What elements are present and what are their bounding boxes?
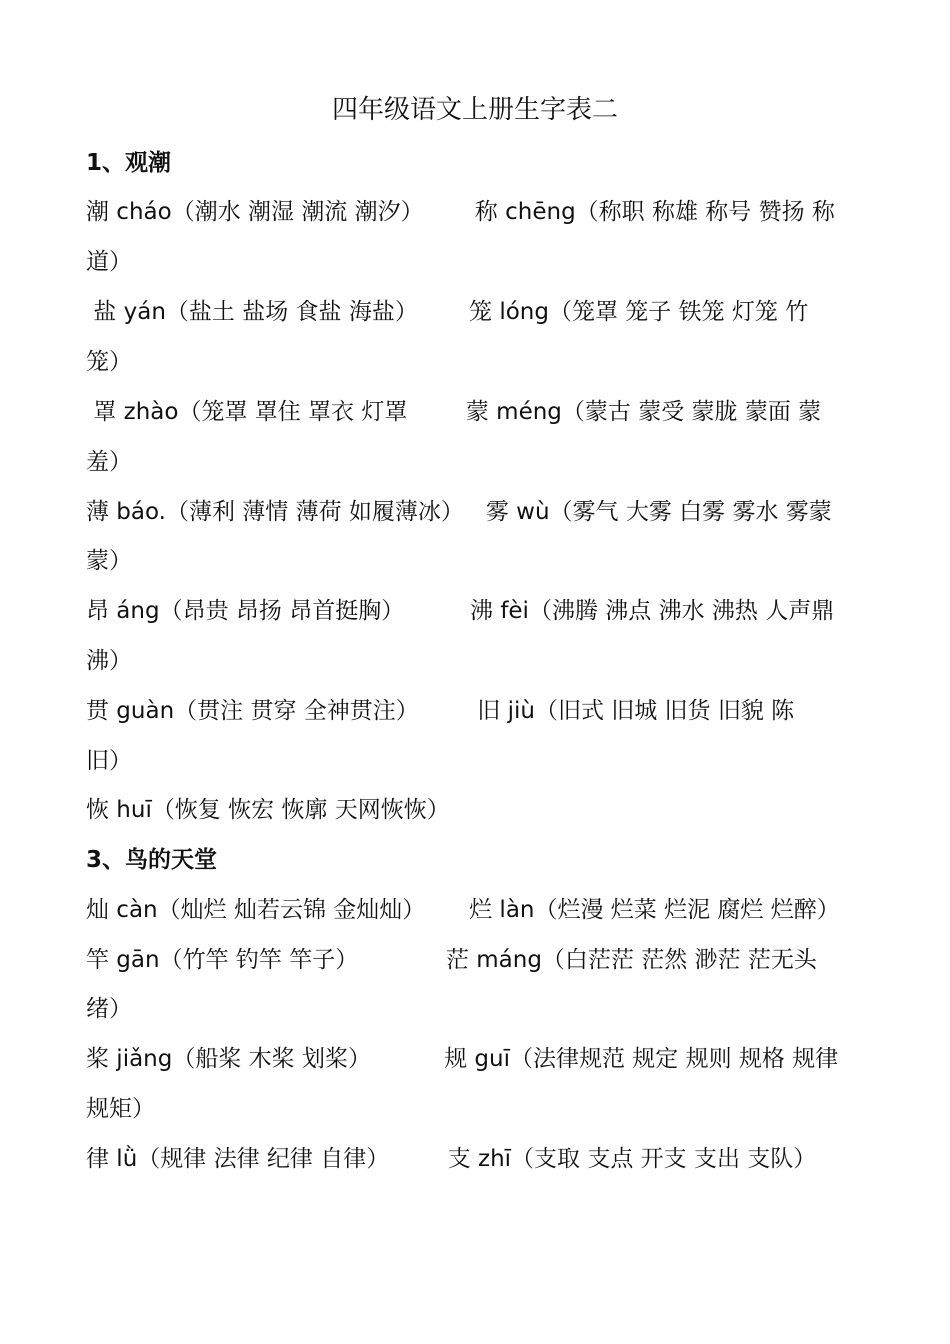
text-line: 潮 cháo（潮水 潮湿 潮流 潮汐） 称 chēng（称职 称雄 称号 赞扬 称	[86, 199, 835, 225]
text-line: 道）	[86, 249, 132, 275]
section-heading: 1、观潮	[86, 150, 172, 176]
page-title: 四年级语文上册生字表二	[331, 95, 618, 125]
text-line: 桨 jiǎng（船桨 木桨 划桨） 规 guī（法律规范 规定 规则 规格 规律	[86, 1046, 839, 1072]
text-line: 盐 yán（盐土 盐场 食盐 海盐） 笼 lóng（笼罩 笼子 铁笼 灯笼 竹	[86, 299, 809, 325]
text-line: 旧）	[86, 748, 132, 774]
text-line: 罩 zhào（笼罩 罩住 罩衣 灯罩 蒙 méng（蒙古 蒙受 蒙胧 蒙面 蒙	[86, 399, 822, 425]
text-line: 薄 báo.（薄利 薄情 薄荷 如履薄冰） 雾 wù（雾气 大雾 白雾 雾水 雾蒙	[86, 499, 832, 525]
text-line: 沸）	[86, 648, 132, 674]
text-line: 绪）	[86, 996, 132, 1022]
text-line: 羞）	[86, 449, 132, 475]
text-line: 竿 gān（竹竿 钓竿 竿子） 茫 máng（白茫茫 茫然 渺茫 茫无头	[86, 947, 817, 973]
section-heading: 3、鸟的天堂	[86, 847, 218, 873]
text-line: 贯 guàn（贯注 贯穿 全神贯注） 旧 jiù（旧式 旧城 旧货 旧貌 陈	[86, 698, 795, 724]
text-line: 笼）	[86, 349, 132, 375]
text-line: 灿 càn（灿烂 灿若云锦 金灿灿） 烂 làn（烂漫 烂菜 烂泥 腐烂 烂醉）	[86, 897, 840, 923]
text-line: 恢 huī（恢复 恢宏 恢廓 天网恢恢）	[86, 797, 450, 823]
text-line: 昂 áng（昂贵 昂扬 昂首挺胸） 沸 fèi（沸腾 沸点 沸水 沸热 人声鼎	[86, 598, 835, 624]
text-line: 规矩）	[86, 1096, 155, 1122]
text-line: 蒙）	[86, 548, 132, 574]
text-line: 律 lǜ（规律 法律 纪律 自律） 支 zhī（支取 支点 开支 支出 支队）	[86, 1146, 817, 1172]
